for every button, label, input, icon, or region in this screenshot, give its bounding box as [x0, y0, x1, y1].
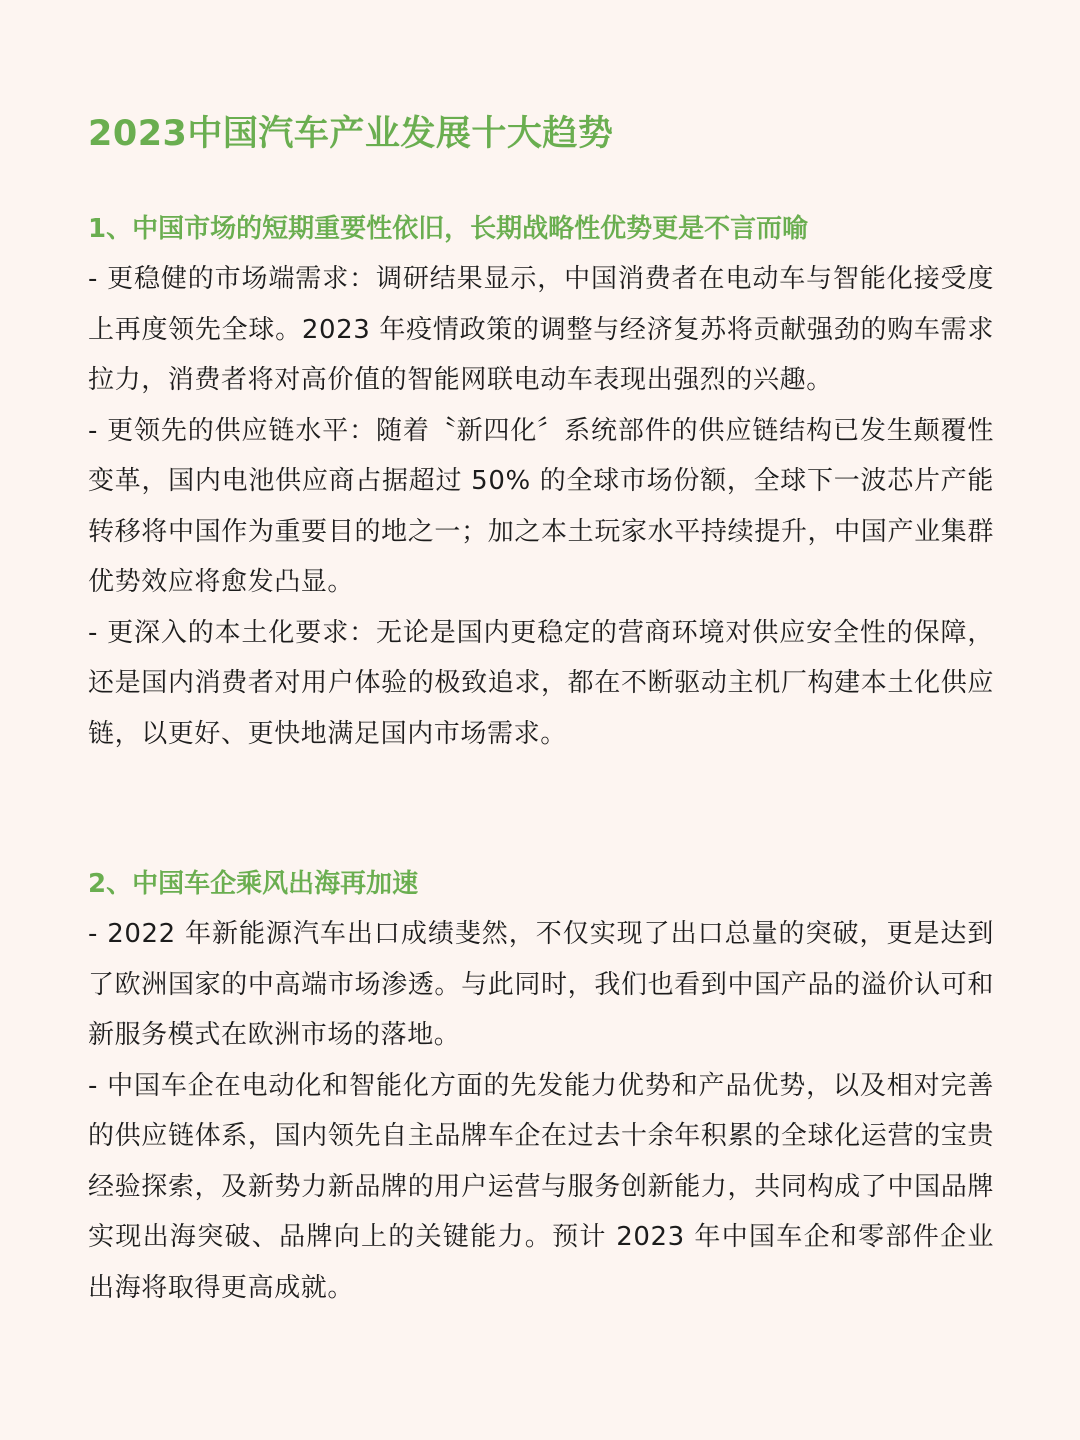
paragraph-market-demand: - 更稳健的市场端需求：调研结果显示，中国消费者在电动车与智能化接受度上再度领先全球。2023 年疫情政策的调整与经济复苏将贡献强劲的购车需求拉力，消费者将对高价值的智能网联电动车表现出强烈的兴趣。	[88, 264, 994, 395]
section-heading: 2、中国车企乘风出海再加速	[88, 869, 419, 899]
section-market-importance	[88, 204, 994, 759]
section-heading: 1、中国市场的短期重要性依旧，长期战略性优势更是不言而喻	[88, 214, 809, 244]
paragraph-overseas-capability: - 中国车企在电动化和智能化方面的先发能力优势和产品优势，以及相对完善的供应链体系，国内领先自主品牌车企在过去十余年积累的全球化运营的宝贵经验探索，及新势力新品牌的用户运营与服务创新能力，共同构成了中国品牌实现出海突破、品牌向上的关键能力。预计 2023 年中国车企和零部件企业出海将取得更高成就。	[88, 1070, 994, 1303]
page-title: 2023中国汽车产业发展十大趋势	[88, 114, 614, 154]
paragraph-localization: - 更深入的本土化要求：无论是国内更稳定的营商环境对供应安全性的保障，还是国内消费者对用户体验的极致追求，都在不断驱动主机厂构建本土化供应链，以更好、更快地满足国内市场需求。	[88, 617, 994, 749]
paragraph-supply-chain: - 更领先的供应链水平：随着〝新四化〞系统部件的供应链结构已发生颠覆性变革，国内电池供应商占据超过 50% 的全球市场份额，全球下一波芯片产能转移将中国作为重要目的地之一；加之本土玩家水平持续提升，中国产业集群优势效应将愈发凸显。	[88, 415, 994, 597]
section-going-overseas	[88, 859, 994, 1313]
paragraph-export-results: - 2022 年新能源汽车出口成绩斐然，不仅实现了出口总量的突破，更是达到了欧洲国家的中高端市场渗透。与此同时，我们也看到中国产品的溢价认可和新服务模式在欧洲市场的落地。	[88, 919, 994, 1050]
